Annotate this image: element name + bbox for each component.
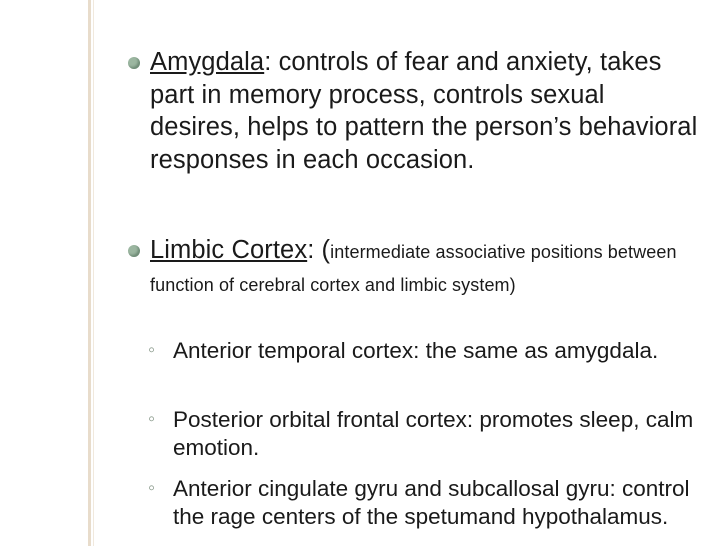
- sub-bullet-marker-icon: ◦: [148, 339, 156, 361]
- bullet-marker-icon: [128, 245, 140, 257]
- limbic-cortex-detail: intermediate associative positions between function of cerebral cortex and limbic system): [150, 242, 677, 295]
- sub-bullet-anterior-cingulate: Anterior cingulate gyru and subcallosal gyru: control the rage centers of the spetumand hypothalamus.: [173, 476, 690, 529]
- bullet-marker-icon: [128, 57, 140, 69]
- bullet-limbic-cortex: [150, 234, 700, 299]
- slide-frame-line-inner: [93, 0, 94, 546]
- term-limbic-cortex: Limbic Cortex: [150, 236, 308, 264]
- limbic-colon: : (: [307, 236, 331, 264]
- slide-frame-line: [88, 0, 91, 546]
- amygdala-description: : controls of fear and anxiety, takes part in memory process, controls sexual desires, helps to pattern the person’s behavioral responses in each occasion.: [150, 48, 698, 174]
- term-amygdala: Amygdala: [150, 48, 265, 76]
- bullet-amygdala: [150, 46, 700, 176]
- sub-bullet-marker-icon: ◦: [148, 477, 156, 499]
- sub-bullet-marker-icon: ◦: [148, 408, 156, 430]
- sub-bullet-anterior-temporal: Anterior temporal cortex: the same as amygdala.: [173, 338, 659, 363]
- sub-bullet-posterior-orbital: Posterior orbital frontal cortex: promotes sleep, calm emotion.: [173, 407, 694, 460]
